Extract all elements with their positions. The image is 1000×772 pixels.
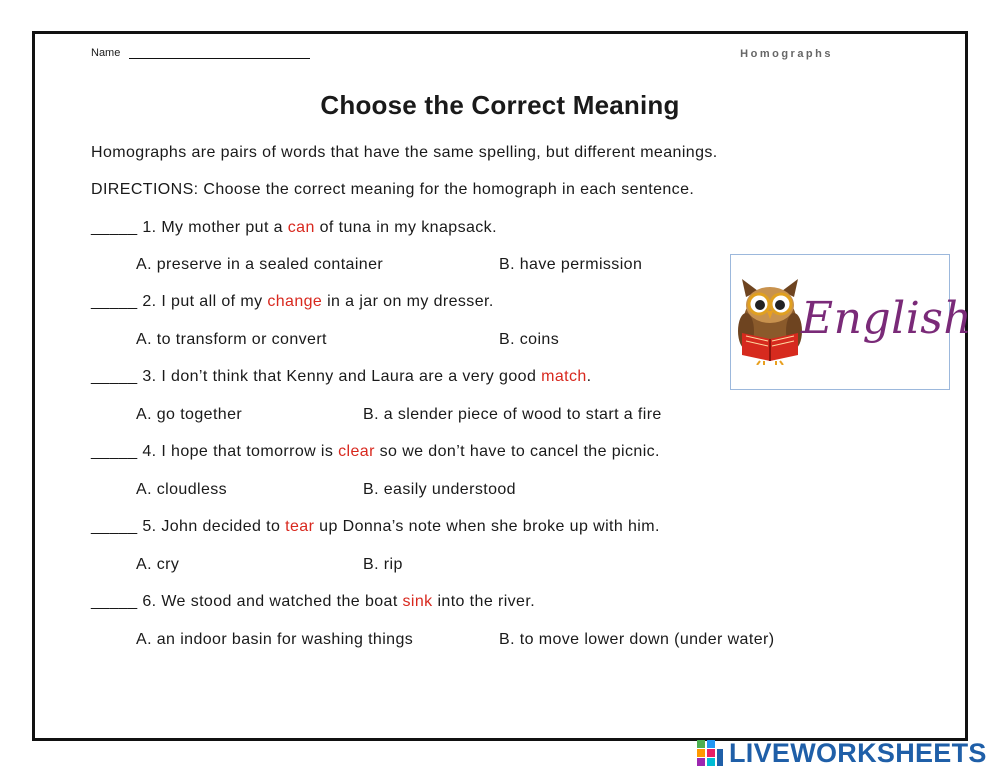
question-3-text-before: 3. I don’t think that Kenny and Laura are a very good bbox=[137, 368, 542, 385]
option-6a: A. an indoor basin for washing things bbox=[136, 631, 414, 648]
english-owl-image bbox=[730, 254, 973, 390]
question-6-text-before: 6. We stood and watched the boat bbox=[137, 593, 403, 610]
name-line bbox=[129, 58, 310, 59]
question-2-text-before: 2. I put all of my bbox=[137, 293, 268, 310]
question-4-text-before: 4. I hope that tomorrow is bbox=[137, 443, 339, 460]
answer-blank-6[interactable]: _____ bbox=[91, 593, 138, 610]
topic-label: Homographs bbox=[740, 48, 833, 60]
question-2-text-after: in a jar on my dresser. bbox=[322, 293, 494, 310]
question-6-text-after: into the river. bbox=[432, 593, 536, 610]
option-2b: B. coins bbox=[499, 331, 560, 348]
question-3 bbox=[91, 367, 592, 387]
answer-blank-4[interactable]: _____ bbox=[91, 443, 138, 460]
english-label: English bbox=[801, 293, 973, 344]
option-2a: A. to transform or convert bbox=[136, 331, 327, 348]
liveworksheets-logo-icon bbox=[697, 740, 725, 766]
option-3b: B. a slender piece of wood to start a fire bbox=[363, 406, 662, 423]
option-1b: B. have permission bbox=[499, 256, 643, 273]
homograph-word-5: tear bbox=[285, 518, 315, 535]
option-6b: B. to move lower down (under water) bbox=[499, 631, 775, 648]
homograph-word-2: change bbox=[267, 293, 323, 310]
option-4b: B. easily understood bbox=[363, 481, 516, 498]
brand-text: LIVEWORKSHEETS bbox=[729, 738, 987, 768]
answer-blank-3[interactable]: _____ bbox=[91, 368, 138, 385]
question-4 bbox=[91, 442, 660, 462]
intro-text: Homographs are pairs of words that have the same spelling, but different meanings. bbox=[91, 144, 718, 161]
name-label: Name bbox=[91, 47, 121, 59]
directions-text: DIRECTIONS: Choose the correct meaning for the homograph in each sentence. bbox=[91, 181, 695, 198]
owl-icon bbox=[736, 273, 808, 365]
question-6 bbox=[91, 592, 535, 612]
answer-blank-5[interactable]: _____ bbox=[91, 518, 138, 535]
question-5 bbox=[91, 517, 660, 537]
question-4-text-after: so we don’t have to cancel the picnic. bbox=[374, 443, 660, 460]
worksheet-title: Choose the Correct Meaning bbox=[320, 90, 680, 120]
answer-blank-2[interactable]: _____ bbox=[91, 293, 138, 310]
option-5a: A. cry bbox=[136, 556, 180, 573]
homograph-word-3: match bbox=[541, 368, 587, 385]
option-1a: A. preserve in a sealed container bbox=[136, 256, 384, 273]
question-1-text-before: 1. My mother put a bbox=[137, 219, 288, 236]
question-1-text-after: of tuna in my knapsack. bbox=[314, 219, 497, 236]
question-5-text-after: up Donna’s note when she broke up with him. bbox=[314, 518, 660, 535]
answer-blank-1[interactable]: _____ bbox=[91, 219, 138, 236]
option-4a: A. cloudless bbox=[136, 481, 228, 498]
option-5b: B. rip bbox=[363, 556, 403, 573]
homograph-word-4: clear bbox=[338, 443, 375, 460]
question-3-text-after: . bbox=[586, 368, 592, 385]
question-1 bbox=[91, 218, 497, 238]
homograph-word-6: sink bbox=[402, 593, 433, 610]
homograph-word-1: can bbox=[287, 219, 315, 236]
question-2 bbox=[91, 292, 494, 312]
question-5-text-before: 5. John decided to bbox=[137, 518, 286, 535]
option-3a: A. go together bbox=[136, 406, 243, 423]
